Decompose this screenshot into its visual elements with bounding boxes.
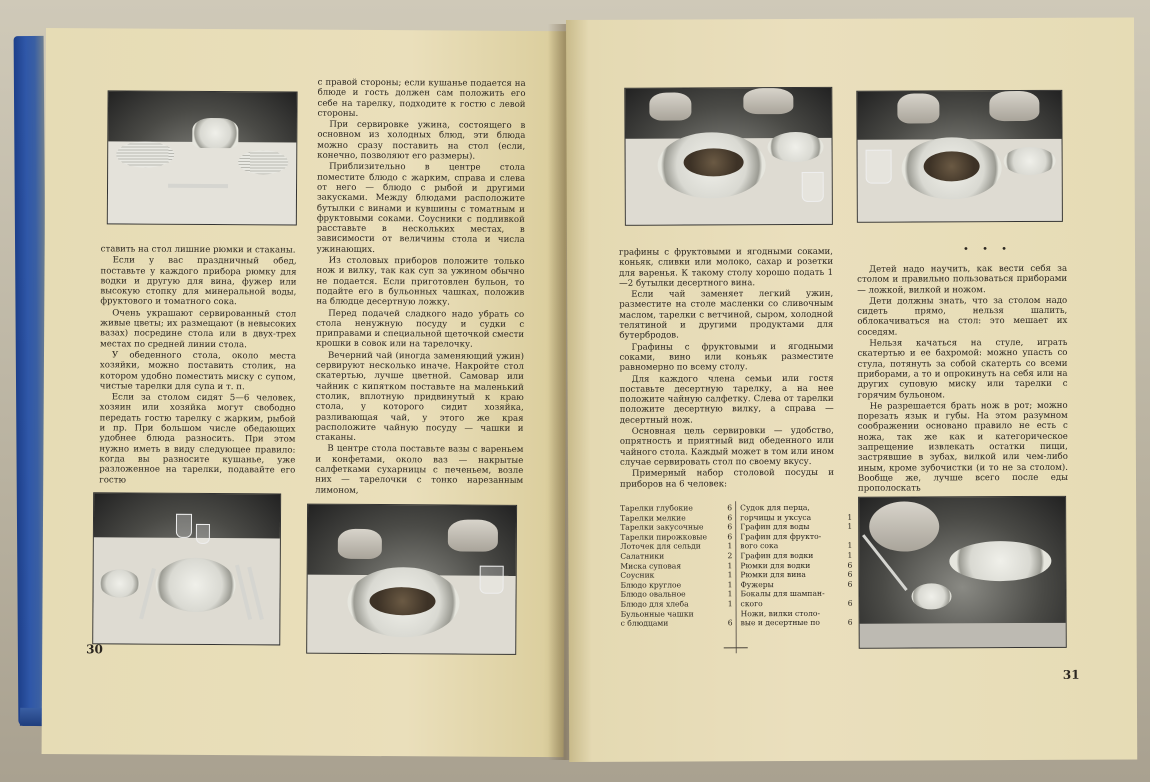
- dinner-plate: [155, 558, 235, 612]
- list-divider: [735, 501, 737, 653]
- tableware-list-left: [620, 503, 733, 628]
- paragraph: При сервировке ужина, состоящего в основном из холодных блюд, эти блюда можно сразу поставить на стол (если, конечно, позволяют его размеры).: [317, 119, 526, 162]
- list-item: [740, 570, 852, 580]
- item-name: Графин для воды: [740, 522, 810, 532]
- item-qty: 6: [847, 569, 853, 579]
- paragraph: Очень украшают сервированный стол живые цветы; их размещают (в невысоких вазах) посредине стола или в двух-трех местах по средней линии стола.: [100, 308, 297, 350]
- text-column-4: [857, 264, 1068, 495]
- item-qty: 6: [727, 522, 733, 532]
- right-page: [566, 18, 1137, 762]
- item-name: Рюмки для водки: [740, 560, 811, 570]
- paragraph: Нельзя качаться на стуле, играть скатертью и ее бахромой: можно упасть со стула, потянуть за собой скатерть со всеми приборами, а то и опрокинуть на себя или на других суповую миску или тарелки с горячим бульоном.: [857, 337, 1068, 401]
- list-item: [740, 551, 852, 561]
- cutlery-set: [168, 184, 228, 188]
- item-name: ского: [740, 599, 763, 609]
- list-end-rule: [724, 647, 748, 648]
- item-name: Бульонные чашки: [620, 608, 694, 619]
- paragraph: Дети должны знать, что за столом надо сидеть прямо, нельзя шалить, облокачиваться на стол: это мешает их соседям.: [857, 295, 1068, 338]
- paragraph: Примерный набор столовой посуды и приборов на 6 человек:: [620, 468, 835, 490]
- item-qty: 1: [727, 599, 733, 609]
- text-column-3: [619, 247, 834, 491]
- item-qty: 1: [847, 512, 853, 522]
- list-item: [620, 542, 732, 552]
- soup-bowl: [911, 583, 951, 609]
- item-name: Тарелки мелкие: [620, 513, 686, 523]
- list-item: [740, 580, 852, 590]
- item-qty: 6: [847, 579, 853, 589]
- item-name: Салатники: [620, 551, 665, 561]
- list-item: [621, 599, 733, 609]
- paragraph: Графины с фруктовыми и ягодными соками, вино или коньяк разместите равномерно по всему столу.: [619, 341, 834, 374]
- item-name: Судок для перца,: [740, 502, 810, 513]
- paragraph: Не разрешается брать нож в рот; можно порезать язык и губы. На этом разумном соображении основано правило не есть с ножа, так же как и категорическое запрещение извлекать остатки пищи, застрявшие в зубах, вилкой или чем-либо иным, кроме зубочистки (и то не за столом). Вообще же, лучше всего после еды прополоскать: [857, 400, 1069, 494]
- item-qty: 6: [727, 512, 733, 522]
- item-qty: 1: [847, 541, 853, 551]
- hand-right: [448, 519, 498, 551]
- item-name: Миска суповая: [620, 561, 682, 571]
- side-plate: [767, 132, 823, 162]
- list-item: [741, 599, 853, 609]
- list-item: [620, 580, 732, 590]
- item-qty: 1: [727, 580, 733, 590]
- list-item: [621, 609, 733, 619]
- wine-glass: [176, 514, 192, 538]
- paragraph: с правой стороны; если кушанье подается на блюде и гость должен сам положить его себе на тарелку, подходите к гостю с левой стороны.: [317, 77, 526, 119]
- hand-right: [743, 88, 793, 114]
- list-item: [620, 561, 732, 571]
- item-name: Соусник: [620, 570, 655, 580]
- paragraph: Приблизительно в центре стола поместите блюдо с жарким, справа и слева от него — блюдо с рыбой и другими закусками. Между блюдами расположите бутылки с винами и кувшины с томатным и фруктовыми соками. Соусники с подливкой расставьте в нескольких местах, в зависимости от величины стола и числа ужинающих.: [316, 162, 526, 255]
- tableware-list-right: [740, 503, 853, 628]
- list-item: [740, 560, 852, 570]
- paragraph: Основная цель сервировки — удобство, опрятность и приятный вид обеденного или чайного стола. Каждый может в том или ином случае сервировать стол по своему вкусу.: [619, 425, 834, 468]
- list-item: [620, 551, 732, 561]
- list-item: [740, 589, 852, 599]
- item-qty: 1: [847, 550, 853, 560]
- photo-plates-and-tureen: [107, 90, 298, 225]
- wine-glass: [866, 150, 892, 184]
- item-qty: 6: [847, 598, 853, 608]
- shot-glass: [196, 524, 210, 544]
- list-item: [620, 513, 732, 523]
- list-item: [620, 503, 732, 513]
- page-number-left: 30: [86, 642, 103, 657]
- paragraph: Для каждого члена семьи или гостя поставьте десертную тарелку, а на нее положите чайную салфетку. Слева от тарелки положите десертную вилку, а справа — десертный нож.: [619, 373, 834, 426]
- paragraph: Если за столом сидят 5—6 человек, хозяин или хозяйка могут свободно передать гостю тарелку с жарким, рыбой и пр. При большом числе обедающих удобнее блюда разносить. При этом нужно иметь в виду следующее правило: когда вы разносите кушанье, уже разложенное на тарелки, подавайте его гостю: [99, 392, 296, 486]
- item-name: Графин для водки: [740, 550, 814, 561]
- hand-left: [649, 92, 691, 120]
- hand-left: [897, 93, 939, 123]
- item-name: Блюдо круглое: [620, 580, 682, 590]
- paragraph: У обеденного стола, около места хозяйки, можно поставить столик, на котором удобно поместить миску с супом, чистые тарелки для супа и т. п.: [99, 350, 297, 393]
- hand-left: [338, 529, 382, 559]
- paragraph: ставить на стол лишние рюмки и стаканы.: [100, 244, 296, 256]
- photo-place-setting: [92, 492, 281, 645]
- hand-right: [989, 91, 1039, 121]
- soup-plate: [949, 541, 1051, 581]
- soup-tureen: [192, 118, 238, 148]
- list-item: [620, 590, 732, 600]
- fish-dish: [369, 587, 435, 615]
- item-name: Блюдо для хлеба: [620, 599, 689, 609]
- photo-soup-bowl: [858, 496, 1067, 649]
- item-name: с блюдцами: [620, 618, 669, 628]
- side-plate: [1004, 147, 1056, 175]
- item-name: Фужеры: [740, 579, 774, 589]
- paragraph: Детей надо научить, как вести себя за столом и правильно пользоваться приборами — ложкой, вилкой и ножом.: [857, 263, 1068, 296]
- left-page: [42, 28, 568, 757]
- list-item: [620, 532, 732, 542]
- item-qty: 1: [847, 521, 853, 531]
- text-column-1: [99, 244, 296, 487]
- list-item: [621, 618, 733, 628]
- item-name: Тарелки глубокие: [620, 503, 693, 513]
- item-name: Лоточек для сельди: [620, 541, 701, 552]
- list-item: [620, 570, 732, 580]
- list-item: [741, 608, 853, 618]
- item-name: вые и десертные по: [740, 618, 820, 628]
- item-name: Блюдо овальное: [620, 589, 686, 600]
- item-qty: 6: [727, 532, 733, 542]
- photo-cutting-meat: [624, 87, 833, 226]
- child-head: [869, 501, 939, 551]
- plate-stack-right: [238, 150, 288, 174]
- photo-eating-fish: [306, 504, 517, 655]
- paragraph: Вечерний чай (иногда заменяющий ужин) сервируют несколько иначе. Накройте стол скатертью, лучше цветной. Самовар или чайник с кипятком поставьте на маленький столик, вплотную придвинутый к краю стола, у которого сидит хозяйка, разливающая чай, у этого же края расположите чайную посуду — чашки и стаканы.: [315, 350, 525, 443]
- item-qty: 1: [727, 560, 733, 570]
- item-qty: 1: [727, 541, 733, 551]
- item-name: Бокалы для шампан-: [740, 589, 825, 599]
- item-qty: 6: [847, 560, 853, 570]
- list-item: [741, 618, 853, 628]
- list-item: [740, 522, 852, 532]
- list-item: [740, 503, 852, 513]
- glass: [480, 566, 504, 594]
- plate-stack-left: [116, 141, 174, 167]
- paragraph: графины с фруктовыми и ягодными соками, коньяк, сливки или молоко, сахар и розетки для варенья. К такому столу хорошо подать 1—2 бутылки десертного вина.: [618, 246, 834, 289]
- item-qty: 1: [727, 570, 733, 580]
- item-qty: 6: [727, 618, 733, 628]
- list-item: [740, 512, 852, 522]
- meat-dish: [684, 148, 744, 176]
- page-number-right: 31: [1062, 667, 1080, 682]
- item-name: Тарелки пирожковые: [620, 532, 707, 542]
- bread-plate: [100, 569, 140, 597]
- wine-glass: [802, 172, 824, 202]
- item-qty: 2: [727, 551, 733, 561]
- list-item: [620, 522, 732, 532]
- paragraph: Перед подачей сладкого надо убрать со стола ненужную посуду и судки с приправами и специальной щеточкой смести крошки в совок или на тарелочку.: [316, 308, 525, 351]
- item-name: горчицы и уксуса: [740, 512, 812, 522]
- paragraph: В центре стола поставьте вазы с вареньем и конфетами, около ваз — накрытые салфетками сухарницы с печеньем, возле них — тарелочки с тонко нарезанным лимоном,: [315, 444, 524, 496]
- item-qty: 1: [727, 589, 733, 599]
- item-name: Тарелки закусочные: [620, 522, 704, 532]
- item-name: Графин для фрукто-: [740, 531, 822, 542]
- paragraph: Если чай заменяет легкий ужин, разместите на столе масленки со сливочным маслом, тарелки с ветчиной, сыром, холодной телятиной и другими продуктами для бутербродов.: [619, 289, 834, 342]
- item-qty: 6: [727, 503, 733, 513]
- paragraph: Если у вас праздничный обед, поставьте у каждого прибора рюмку для водки и другую для вина, фужер или высокую стопку для минеральной воды, фруктового и томатного сока.: [100, 255, 297, 308]
- meat-dish: [924, 151, 980, 181]
- section-stars: • • •: [962, 244, 1013, 256]
- tableware-list: [620, 502, 853, 628]
- item-name: Рюмки для вина: [740, 570, 806, 580]
- paragraph: Из столовых приборов положите только нож и вилку, так как суп за ужином обычно не подается. Если приготовлен бульон, то подайте его в бульонных чашках, положив на блюдце десертную ложку.: [316, 255, 525, 308]
- photo-knife-and-fork: [856, 90, 1063, 223]
- item-name: вого сока: [740, 541, 779, 551]
- list-item: [740, 541, 852, 551]
- item-qty: 6: [847, 617, 853, 627]
- table-edge: [860, 623, 1066, 648]
- item-name: Ножи, вилки столо-: [740, 608, 821, 618]
- text-column-2: [315, 78, 526, 498]
- list-item: [740, 532, 852, 542]
